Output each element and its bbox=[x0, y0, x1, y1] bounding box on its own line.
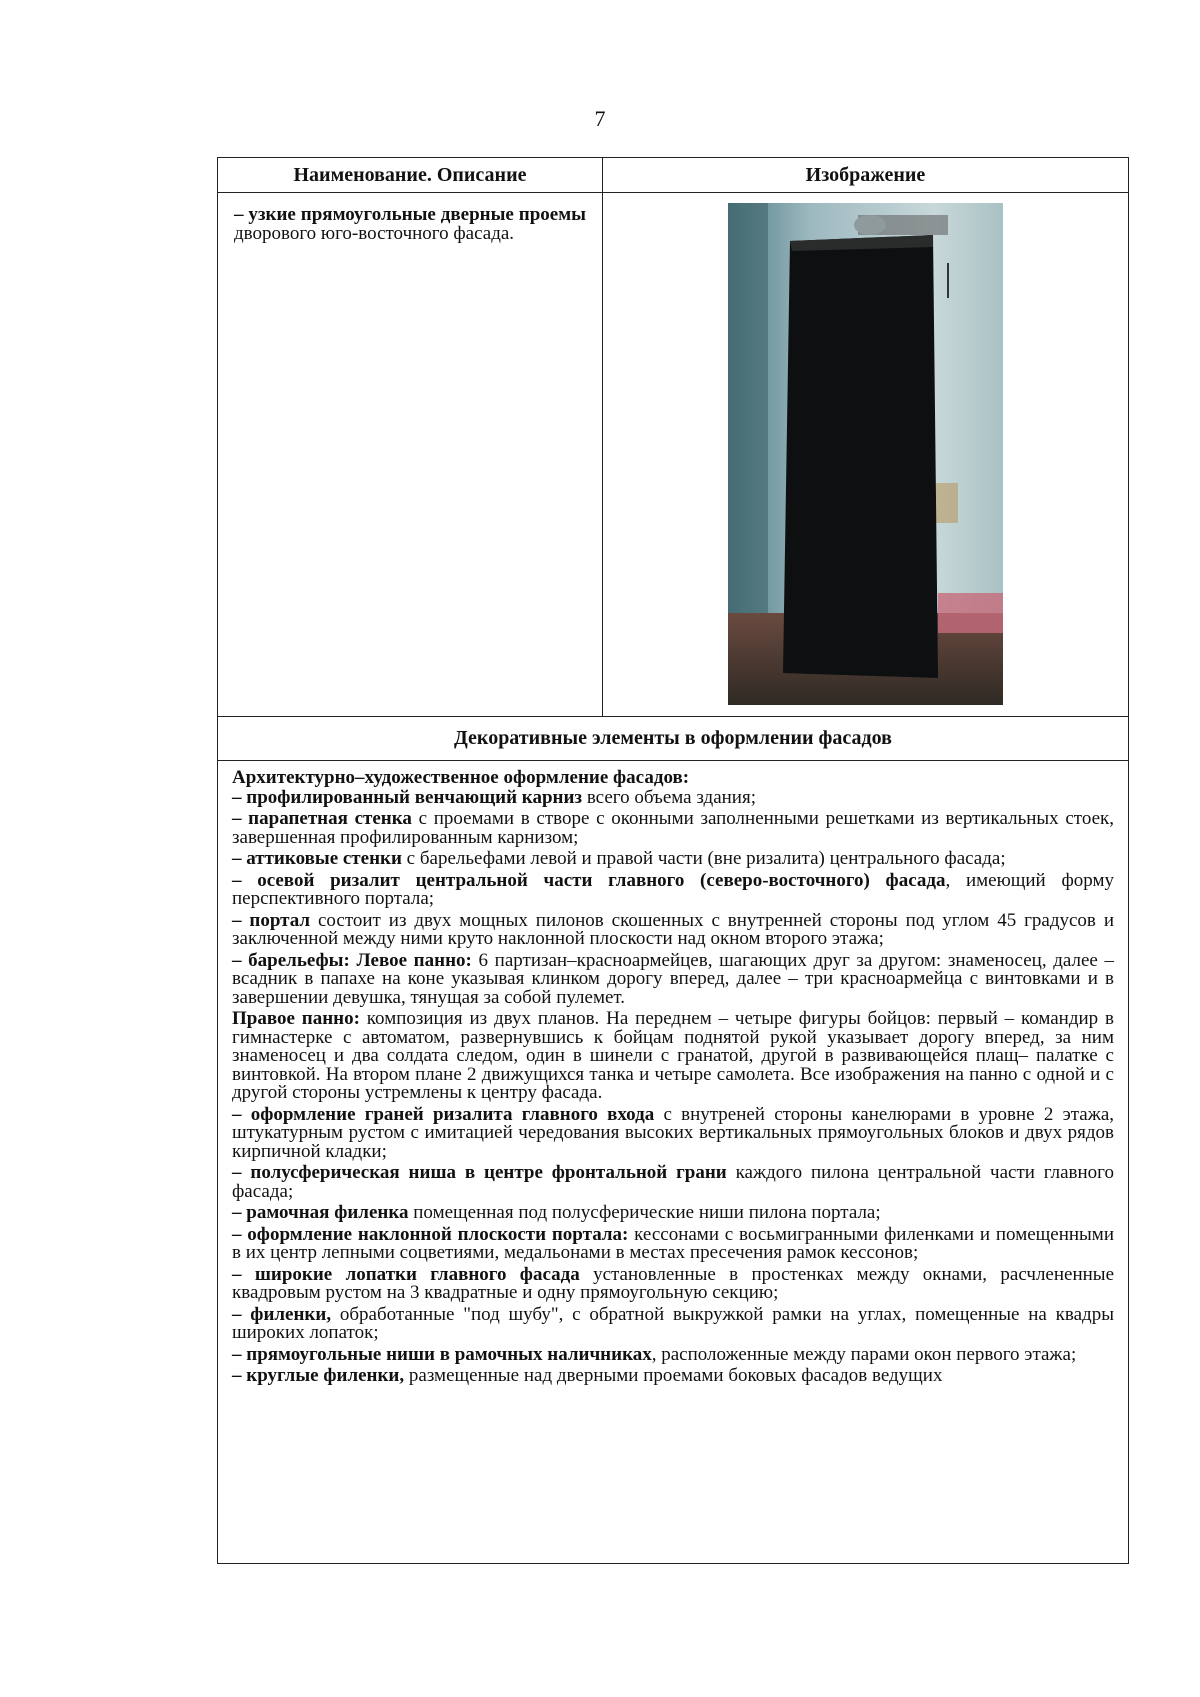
section-title: Декоративные элементы в оформлении фасадов bbox=[218, 717, 1128, 761]
row-description bbox=[218, 193, 603, 716]
list-item-text: обработанные "под шубу", с обратной выкружкой рамки на углах, помещенные на квадры широких лопаток; bbox=[232, 1303, 1114, 1343]
list-item-title: – аттиковые стенки bbox=[232, 848, 402, 869]
list-item-text: с внутреней стороны канелюрами в уровне 2 этажа, штукатурным рустом с имитацией чередования высоких вертикальных прямоугольных блоков и двух рядов кирпичной кладки; bbox=[232, 1103, 1115, 1162]
list-item-text: , имеющий форму перспективного портала; bbox=[232, 869, 1114, 909]
list-item-text: 6 партизан–красноармейцев, шагающих друг за другом: знаменосец, далее – всадник в папахе на коне указывая клинком дорогу вперед, далее – три красноармейца с винтовками и в завершении девушка, тянущая за собой пулемет. bbox=[232, 949, 1115, 1008]
list-item-text: с проемами в створе с оконными заполненными решетками из вертикальных стоек, завершенная профилированным карнизом; bbox=[232, 808, 1114, 848]
list-item-text: установленные в простенках между окнами, расчлененные квадровым рустом на 3 квадратные и одну прямоугольную секцию; bbox=[232, 1263, 1114, 1303]
header-name-description: Наименование. Описание bbox=[218, 158, 603, 192]
list-item bbox=[232, 869, 1114, 909]
row-image-cell bbox=[603, 193, 1128, 716]
list-item-text: каждого пилона центральной части главного фасада; bbox=[232, 1162, 1114, 1202]
list-item-title: – круглые филенки, bbox=[232, 1365, 405, 1386]
header-image: Изображение bbox=[805, 163, 926, 186]
list-item bbox=[232, 1223, 1115, 1263]
list-item-text: всего объема здания; bbox=[582, 786, 756, 808]
list-item-text: , расположенные между парами окон первого этажа; bbox=[651, 1343, 1077, 1365]
table-header-row bbox=[218, 158, 1128, 193]
door-photo bbox=[728, 203, 1003, 705]
table-row bbox=[218, 193, 1128, 717]
decor-content bbox=[218, 761, 1128, 1563]
list-item-text: с барельефами левой и правой части (вне ризалита) центрального фасада; bbox=[401, 848, 1006, 869]
list-item-title: – парапетная стенка bbox=[232, 808, 412, 829]
list-item bbox=[232, 949, 1115, 1008]
list-item bbox=[232, 1204, 1114, 1223]
list-item bbox=[232, 1343, 1114, 1365]
description-table bbox=[217, 157, 1129, 1564]
list-item-title: – широкие лопатки главного фасада bbox=[232, 1263, 580, 1285]
list-item bbox=[232, 909, 1114, 949]
list-item-title: – прямоугольные ниши в рамочных наличниках bbox=[232, 1343, 652, 1365]
list-item-title: – оформление граней ризалита главного входа bbox=[232, 1103, 655, 1125]
list-item-title: – портал bbox=[232, 909, 311, 931]
list-item-text: размещенные над дверными проемами боковых фасадов ведущих bbox=[404, 1365, 943, 1386]
list-item-title: – полусферическая ниша в центре фронтальной грани bbox=[232, 1162, 727, 1183]
list-item bbox=[232, 810, 1114, 847]
list-item-title: – профилированный венчающий карниз bbox=[232, 786, 583, 808]
list-item bbox=[232, 1367, 1114, 1386]
list-item bbox=[232, 1263, 1114, 1303]
row-description-text: дворового юго-восточного фасада. bbox=[234, 223, 515, 244]
list-item-title: – рамочная филенка bbox=[232, 1202, 409, 1223]
page-number: 7 bbox=[594, 106, 606, 131]
list-item-title: – филенки, bbox=[232, 1303, 332, 1325]
list-item-text: помещенная под полусферические ниши пилона портала; bbox=[408, 1202, 881, 1223]
list-item bbox=[232, 786, 1114, 808]
content-heading: Архитектурно–художественное оформление фасадов: bbox=[232, 767, 690, 788]
list-item-title: – осевой ризалит центральной части главного (северо-восточного) фасада bbox=[232, 869, 946, 891]
list-item bbox=[232, 1164, 1114, 1201]
list-item-text: кессонами с восьмигранными филенками и помещенными в их центр лепными соцветиями, медальонами в местах пресечения рамок кессонов; bbox=[232, 1223, 1115, 1263]
row-description-title: – узкие прямоугольные дверные проемы bbox=[234, 204, 586, 225]
list-item bbox=[232, 850, 1114, 869]
list-item bbox=[232, 1010, 1114, 1103]
list-item-title: Правое панно: bbox=[232, 1008, 360, 1029]
list-item-text: состоит из двух мощных пилонов скошенных с внутренней стороны под углом 45 градусов и заключенной между ними круто наклонной плоскости над окном второго этажа; bbox=[232, 909, 1114, 949]
list-item-title: – оформление наклонной плоскости портала: bbox=[232, 1223, 629, 1245]
list-item bbox=[232, 1103, 1115, 1162]
list-item-text: композиция из двух планов. На переднем – четыре фигуры бойцов: первый – командир в гимнастерке с автоматом, развернувшись к бойцам поднятой рукой указывает дорогу вперед, за ним знаменосец и два солдата следом, один в шинели с гранатой, другой в развивающейся плащ– палатке с винтовкой. На втором плане 2 движущихся танка и четыре самолета. Все изображения на панно с одной и с другой стороны устремлены к центру фасада. bbox=[232, 1008, 1114, 1103]
list-item-title: – барельефы: Левое панно: bbox=[232, 949, 472, 971]
list-item bbox=[232, 1303, 1114, 1343]
